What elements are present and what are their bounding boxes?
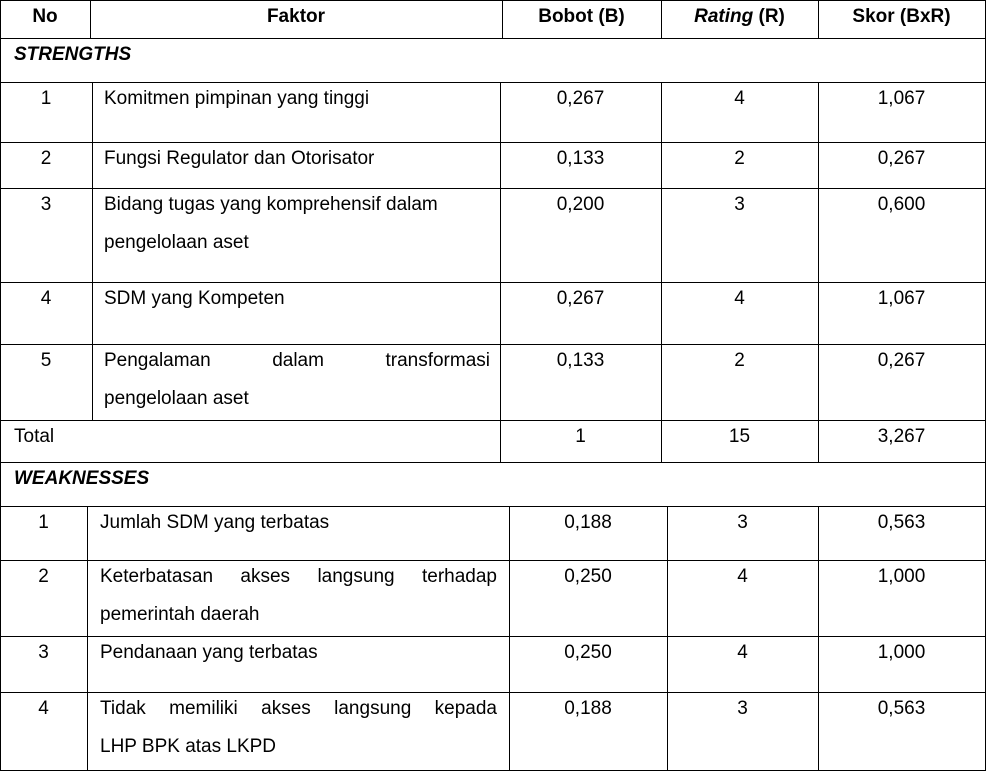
header-bobot: Bobot (B) [538,6,625,27]
weakness-faktor: Keterbatasan akses langsung terhadap [100,566,497,587]
strength-faktor: SDM yang Kompeten [104,288,285,309]
weakness-no: 3 [38,642,49,663]
strength-no: 4 [40,288,52,309]
weakness-skor: 0,563 [877,512,926,533]
weakness-skor: 0,563 [877,698,926,719]
weakness-faktor: Tidak memiliki akses langsung kepada [100,698,497,719]
weakness-skor: 1,000 [877,642,926,663]
strength-skor: 1,067 [877,288,926,309]
weakness-bobot: 0,250 [564,566,612,587]
header-rating-suffix: (R) [753,6,785,27]
table-border-bottom [0,770,986,771]
weakness-rating: 3 [737,512,748,533]
strengths-total-bobot: 1 [575,426,586,447]
strengths-total-skor: 3,267 [877,426,926,447]
strengths-total-rating: 15 [728,426,751,447]
strength-faktor: Komitmen pimpinan yang tinggi [104,88,370,109]
weakness-faktor: Pendanaan yang terbatas [100,642,318,663]
header-rating [661,1,818,33]
header-no: No [32,6,58,27]
strength-faktor-line2: pengelolaan aset [104,232,249,253]
strength-bobot: 0,267 [556,88,605,109]
weakness-rating: 3 [737,698,748,719]
strengths-total-label: Total [14,426,55,447]
strength-skor: 0,600 [877,194,926,215]
strength-faktor: Fungsi Regulator dan Otorisator [104,148,375,169]
strength-skor: 1,067 [877,88,926,109]
strength-faktor-line2: pengelolaan aset [104,388,249,409]
weakness-rating: 4 [737,566,748,587]
strength-bobot: 0,200 [556,194,605,215]
strength-no: 3 [40,194,52,215]
weakness-no: 4 [38,698,49,719]
weakness-bobot: 0,188 [564,698,612,719]
strength-bobot: 0,267 [556,288,605,309]
weakness-skor: 1,000 [877,566,926,587]
header-faktor: Faktor [266,6,326,27]
strength-no: 2 [40,148,52,169]
strength-bobot: 0,133 [556,148,605,169]
header-skor: Skor (BxR) [852,6,951,27]
strength-faktor: Pengalaman dalam transformasi [104,350,490,371]
strength-skor: 0,267 [877,350,926,371]
section-title-weaknesses: WEAKNESSES [14,468,150,489]
strength-rating: 4 [734,88,745,109]
strength-faktor: Bidang tugas yang komprehensif dalam [104,194,438,215]
strength-rating: 2 [734,350,745,371]
weakness-faktor-line2: LHP BPK atas LKPD [100,736,277,757]
header-rating-italic: Rating [694,6,754,27]
weakness-faktor: Jumlah SDM yang terbatas [100,512,330,533]
weakness-rating: 4 [737,642,748,663]
weakness-no: 1 [38,512,49,533]
weakness-faktor-line2: pemerintah daerah [100,604,260,625]
strength-no: 1 [40,88,52,109]
strength-rating: 2 [734,148,745,169]
weakness-bobot: 0,188 [564,512,612,533]
section-title-strengths: STRENGTHS [14,44,132,65]
strength-no: 5 [40,350,52,371]
strength-rating: 3 [734,194,745,215]
strength-skor: 0,267 [877,148,926,169]
strength-rating: 4 [734,288,745,309]
weakness-no: 2 [38,566,49,587]
weakness-bobot: 0,250 [564,642,612,663]
strength-bobot: 0,133 [556,350,605,371]
